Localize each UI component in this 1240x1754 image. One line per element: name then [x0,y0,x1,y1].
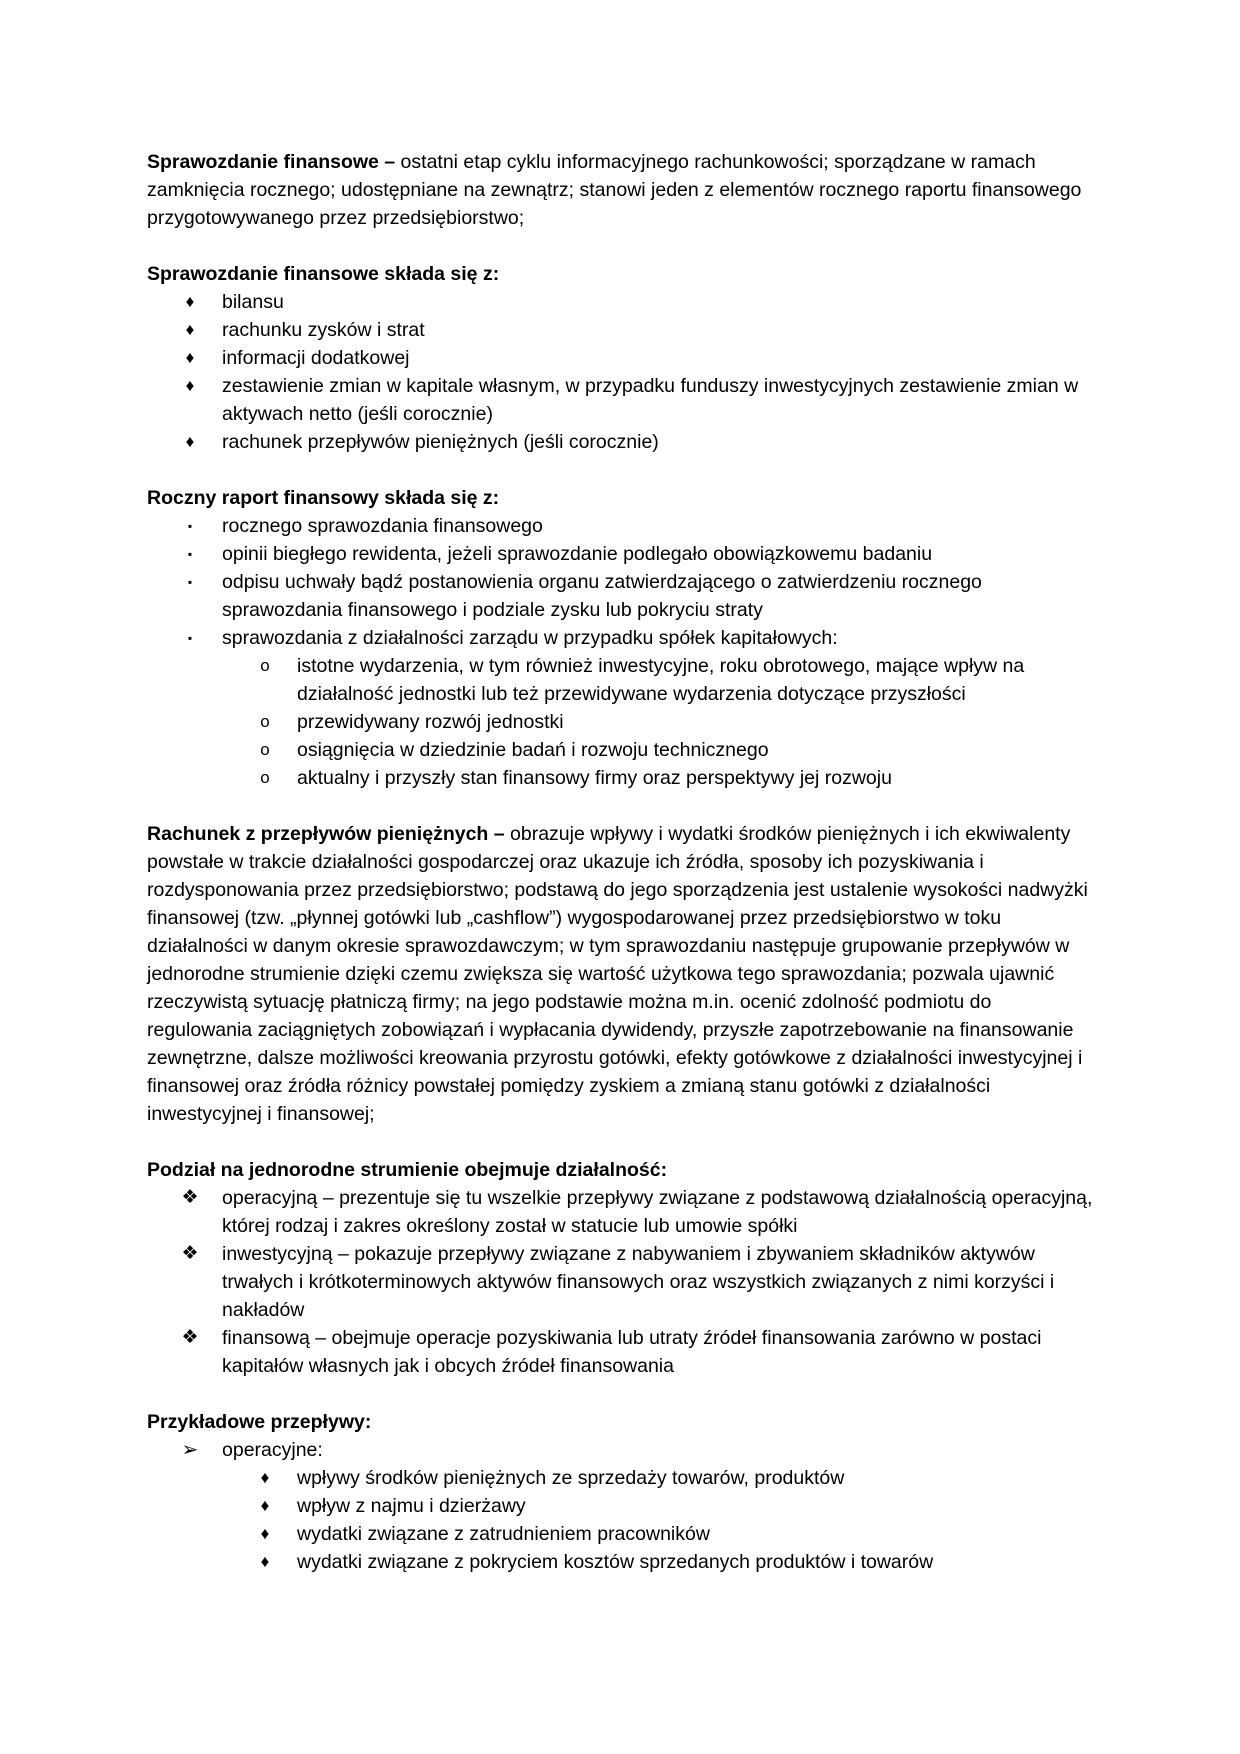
circle-bullet-icon: o [260,656,270,675]
list-item: ❖ operacyjną – prezentuje się tu wszelkie przepływy związane z podstawową działalnością operacyjną, której rodzaj i zakres określony został w statucie lub umowie spółki [147,1184,1097,1240]
diamond-bullet-icon: ♦ [260,1496,270,1515]
circle-bullet-icon: o [260,740,270,759]
section-streams [147,1156,1097,1380]
sub-list-item: o aktualny i przyszły stan finansowy firmy oraz perspektywy jej rozwoju [147,764,1097,792]
bullet-list [147,512,1097,792]
sub-list-item: ♦ wydatki związane z zatrudnieniem pracowników [147,1520,1097,1548]
diamond-bullet-icon: ♦ [260,1468,270,1487]
list-item: ♦ rachunek przepływów pieniężnych (jeśli corocznie) [147,428,1097,456]
four-diamond-bullet-icon: ❖ [181,1327,199,1348]
sub-list-item: ♦ wydatki związane z pokryciem kosztów sprzedanych produktów i towarów [147,1548,1097,1576]
sub-list-item: o istotne wydarzenia, w tym również inwestycyjne, roku obrotowego, mające wpływ na działalność jednostki lub też przewidywane wydarzenia dotyczące przyszłości [147,652,1097,708]
document-body [147,148,1097,1604]
list-item: ❖ inwestycyjną – pokazuje przepływy związane z nabywaniem i zbywaniem składników aktywów trwałych i krótkoterminowych aktywów finansowych oraz wszystkich związanych z nimi korzyści i nakładów [147,1240,1097,1324]
square-bullet-icon: ▪ [187,519,193,533]
bullet-list [147,1436,1097,1576]
square-bullet-icon: ▪ [187,575,193,589]
diamond-bullet-icon: ♦ [185,376,195,395]
bullet-list [147,288,1097,456]
intro-term: Sprawozdanie finansowe – [147,151,396,173]
list-item: ♦ informacji dodatkowej [147,344,1097,372]
list-item: ▪ odpisu uchwały bądź postanowienia organu zatwierdzającego o zatwierdzeniu rocznego sprawozdania finansowego i podziale zysku lub pokryciu straty [147,568,1097,624]
square-bullet-icon: ▪ [187,547,193,561]
diamond-bullet-icon: ♦ [185,292,195,311]
section-annual-report [147,484,1097,792]
diamond-bullet-icon: ♦ [260,1552,270,1571]
list-item: ❖ finansową – obejmuje operacje pozyskiwania lub utraty źródeł finansowania zarówno w postaci kapitałów własnych jak i obcych źródeł finansowania [147,1324,1097,1380]
square-bullet-icon: ▪ [187,631,193,645]
circle-bullet-icon: o [260,712,270,731]
cashflow-term: Rachunek z przepływów pieniężnych – [147,823,505,845]
diamond-bullet-icon: ♦ [185,320,195,339]
section-heading: Sprawozdanie finansowe składa się z: [147,263,500,285]
bullet-list [147,1184,1097,1380]
diamond-bullet-icon: ♦ [185,432,195,451]
list-item: ♦ bilansu [147,288,1097,316]
section-sprawozdanie-components [147,260,1097,456]
list-item: ➢ operacyjne: [147,1436,1097,1464]
cashflow-paragraph [147,820,1097,1128]
sub-list-item: ♦ wpływy środków pieniężnych ze sprzedaży towarów, produktów [147,1464,1097,1492]
four-diamond-bullet-icon: ❖ [181,1187,199,1208]
section-example-flows [147,1408,1097,1576]
sub-list-item: o osiągnięcia w dziedzinie badań i rozwoju technicznego [147,736,1097,764]
diamond-bullet-icon: ♦ [260,1524,270,1543]
section-heading: Przykładowe przepływy: [147,1411,372,1433]
four-diamond-bullet-icon: ❖ [181,1243,199,1264]
intro-paragraph [147,148,1097,232]
arrow-bullet-icon: ➢ [181,1439,199,1461]
section-heading: Podział na jednorodne strumienie obejmuje działalność: [147,1159,668,1181]
list-item: ▪ rocznego sprawozdania finansowego [147,512,1097,540]
list-item: ♦ zestawienie zmian w kapitale własnym, w przypadku funduszy inwestycyjnych zestawienie zmian w aktywach netto (jeśli corocznie) [147,372,1097,428]
list-item: ▪ opinii biegłego rewidenta, jeżeli sprawozdanie podlegało obowiązkowemu badaniu [147,540,1097,568]
circle-bullet-icon: o [260,768,270,787]
intro-text: ostatni etap cyklu informacyjnego rachunkowości; sporządzane w ramach zamknięcia rocznego; udostępniane na zewnątrz; stanowi jeden z elementów rocznego raportu finansowego przygotowywanego przez przedsiębiorstwo; [147,151,1082,229]
list-item: ♦ rachunku zysków i strat [147,316,1097,344]
sub-list-item: ♦ wpływ z najmu i dzierżawy [147,1492,1097,1520]
list-item: ▪ sprawozdania z działalności zarządu w przypadku spółek kapitałowych: [147,624,1097,652]
section-heading: Roczny raport finansowy składa się z: [147,487,500,509]
sub-list-item: o przewidywany rozwój jednostki [147,708,1097,736]
diamond-bullet-icon: ♦ [185,348,195,367]
cashflow-text: obrazuje wpływy i wydatki środków pieniężnych i ich ekwiwalenty powstałe w trakcie działalności gospodarczej oraz ukazuje ich źródła, sposoby ich pozyskiwania i rozdysponowania przez przedsiębiorstwo; podstawą do jego sporządzenia jest ustalenie wysokości nadwyżki finansowej (tzw. „płynnej gotówki lub „cashflow”) wygospodarowanej przez przedsiębiorstwo w toku działalności w danym okresie sprawozdawczym; w tym sprawozdaniu następuje grupowanie przepływów w jednorodne strumienie dzięki czemu zwiększa się wartość użytkowa tego sprawozdania; pozwala ujawnić rzeczywistą sytuację płatniczą firmy; na jego podstawie można m.in. ocenić zdolność podmiotu do regulowania zaciągniętych zobowiązań i wypłacania dywidendy, przyszłe zapotrzebowanie na finansowanie zewnętrzne, dalsze możliwości kreowania przyrostu gotówki, efekty gotówkowe z działalności inwestycyjnej i finansowej oraz źródła różnicy powstałej pomiędzy zyskiem a zmianą stanu gotówki z działalności inwestycyjnej i finansowej; [147,823,1088,1125]
